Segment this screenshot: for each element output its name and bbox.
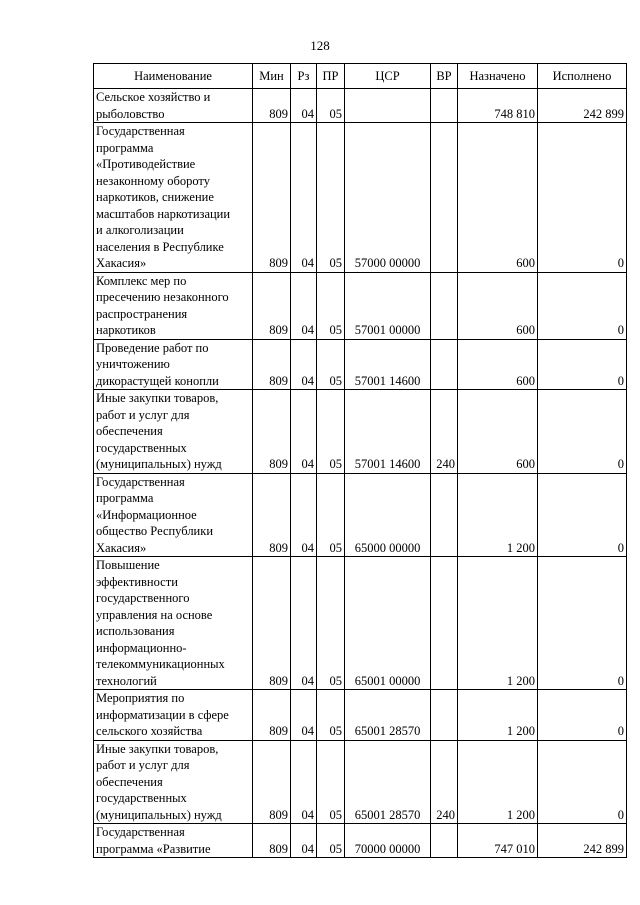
cell-executed: 0 [538,390,627,474]
cell-name-line: «Противодействие [96,157,196,171]
cell-vr: 240 [431,390,458,474]
cell-rz: 04 [291,89,317,123]
cell-name-line: эффективности [96,574,178,589]
cell-name-line: государственных [96,440,187,455]
cell-rz: 04 [291,824,317,858]
cell-executed: 0 [538,123,627,273]
cell-executed: 0 [538,339,627,390]
cell-name [94,89,253,123]
cell-min: 809 [253,390,291,474]
cell-executed: 0 [538,272,627,339]
cell-min: 809 [253,473,291,557]
cell-name-line: программа [96,140,154,155]
table-row [94,123,627,273]
cell-name-line: Иные закупки товаров, [96,391,219,405]
cell-name-line: пресечению незаконного [96,290,229,304]
cell-csr: 65001 28570 [345,740,431,824]
cell-name-line: дикорастущей конопли [96,373,219,388]
cell-executed: 242 899 [538,89,627,123]
header-executed: Исполнено [538,64,627,89]
header-rz: Рз [291,64,317,89]
cell-csr: 57001 14600 [345,339,431,390]
cell-min: 809 [253,740,291,824]
table-row [94,557,627,690]
cell-executed: 0 [538,473,627,557]
cell-vr [431,824,458,858]
cell-csr: 65001 28570 [345,690,431,741]
cell-min: 809 [253,339,291,390]
cell-pr: 05 [317,339,345,390]
cell-name-line: Иные закупки товаров, [96,741,219,756]
header-row [94,64,627,89]
cell-assigned: 600 [458,123,538,273]
cell-name-line: уничтожению [96,357,170,371]
cell-assigned: 600 [458,339,538,390]
cell-rz: 04 [291,557,317,690]
cell-name [94,824,253,858]
cell-name-line: общество Республики [96,524,214,538]
cell-name-line: распространения [96,306,188,321]
cell-assigned: 600 [458,390,538,474]
table-row [94,339,627,390]
cell-csr: 70000 00000 [345,824,431,858]
cell-name [94,339,253,390]
cell-min: 809 [253,89,291,123]
cell-vr [431,690,458,741]
cell-name-line: Повышение [96,558,160,572]
cell-name-line: Хакасия» [96,256,147,270]
cell-assigned: 1 200 [458,690,538,741]
cell-min: 809 [253,824,291,858]
cell-name-line: Сельское хозяйство и [96,90,211,104]
cell-rz: 04 [291,272,317,339]
cell-pr: 05 [317,272,345,339]
cell-vr [431,123,458,273]
cell-assigned: 600 [458,272,538,339]
cell-pr: 05 [317,824,345,858]
budget-table [93,63,627,858]
cell-name-line: Государственная [96,474,185,489]
cell-name-line: обеспечения [96,424,163,438]
table-row [94,473,627,557]
cell-name [94,272,253,339]
cell-name-line: и алкоголизации [96,223,184,237]
cell-name-line: обеспечения [96,774,163,789]
cell-name-line: управления на основе [96,607,213,622]
cell-name-line: работ и услуг для [96,758,190,772]
cell-csr: 57001 00000 [345,272,431,339]
table-row [94,690,627,741]
cell-vr [431,89,458,123]
cell-rz: 04 [291,690,317,741]
cell-name-line: незаконному обороту [96,173,210,188]
cell-name-line: использования [96,624,175,638]
cell-min: 809 [253,272,291,339]
cell-assigned: 1 200 [458,740,538,824]
header-name: Наименование [94,64,253,89]
cell-min: 809 [253,690,291,741]
cell-assigned: 748 810 [458,89,538,123]
cell-name-line: Государственная [96,825,185,839]
cell-name-line: наркотиков [96,323,156,337]
cell-name-line: программа «Развитие [96,841,211,856]
cell-name [94,473,253,557]
cell-csr: 57001 14600 [345,390,431,474]
cell-csr: 57000 00000 [345,123,431,273]
table-row [94,89,627,123]
cell-name [94,390,253,474]
cell-executed: 0 [538,690,627,741]
cell-name-line: работ и услуг для [96,407,190,422]
cell-vr [431,473,458,557]
table-row [94,272,627,339]
cell-name-line: масштабов наркотизации [96,206,231,221]
header-csr: ЦСР [345,64,431,89]
cell-assigned: 1 200 [458,557,538,690]
cell-name-line: рыболовство [96,106,165,121]
header-pr: ПР [317,64,345,89]
cell-name [94,557,253,690]
cell-executed: 0 [538,557,627,690]
page-number: 128 [310,38,330,53]
cell-assigned: 1 200 [458,473,538,557]
table-body [94,89,627,858]
cell-vr: 240 [431,740,458,824]
cell-name-line: (муниципальных) нужд [96,457,222,471]
cell-pr: 05 [317,690,345,741]
cell-pr: 05 [317,123,345,273]
cell-assigned: 747 010 [458,824,538,858]
header-assigned: Назначено [458,64,538,89]
cell-name-line: технологий [96,673,157,688]
cell-name-line: государственных [96,791,187,805]
cell-name [94,740,253,824]
cell-name-line: телекоммуникационных [96,657,225,671]
cell-name-line: Комплекс мер по [96,273,187,288]
cell-rz: 04 [291,390,317,474]
cell-csr [345,89,431,123]
header-vr: ВР [431,64,458,89]
cell-name-line: населения в Республике [96,239,224,254]
cell-rz: 04 [291,473,317,557]
cell-name-line: Проведение работ по [96,340,209,355]
header-min: Мин [253,64,291,89]
cell-name [94,123,253,273]
cell-pr: 05 [317,390,345,474]
cell-name-line: программа [96,491,154,505]
cell-executed: 0 [538,740,627,824]
cell-rz: 04 [291,123,317,273]
cell-name-line: «Информационное [96,507,197,522]
cell-executed: 242 899 [538,824,627,858]
cell-name-line: государственного [96,591,190,605]
cell-name-line: Хакасия» [96,540,147,555]
cell-name-line: информатизации в сфере [96,707,229,722]
cell-vr [431,557,458,690]
cell-vr [431,339,458,390]
cell-rz: 04 [291,740,317,824]
cell-csr: 65000 00000 [345,473,431,557]
table-row [94,740,627,824]
cell-name [94,690,253,741]
cell-pr: 05 [317,740,345,824]
cell-pr: 05 [317,473,345,557]
cell-name-line: сельского хозяйства [96,724,203,738]
cell-min: 809 [253,123,291,273]
cell-min: 809 [253,557,291,690]
cell-name-line: Мероприятия по [96,691,185,705]
cell-vr [431,272,458,339]
cell-csr: 65001 00000 [345,557,431,690]
table-row [94,390,627,474]
cell-pr: 05 [317,89,345,123]
cell-name-line: Государственная [96,124,185,138]
table-row [94,824,627,858]
cell-name-line: (муниципальных) нужд [96,807,222,822]
cell-pr: 05 [317,557,345,690]
cell-name-line: информационно- [96,640,187,655]
cell-rz: 04 [291,339,317,390]
cell-name-line: наркотиков, снижение [96,190,214,204]
